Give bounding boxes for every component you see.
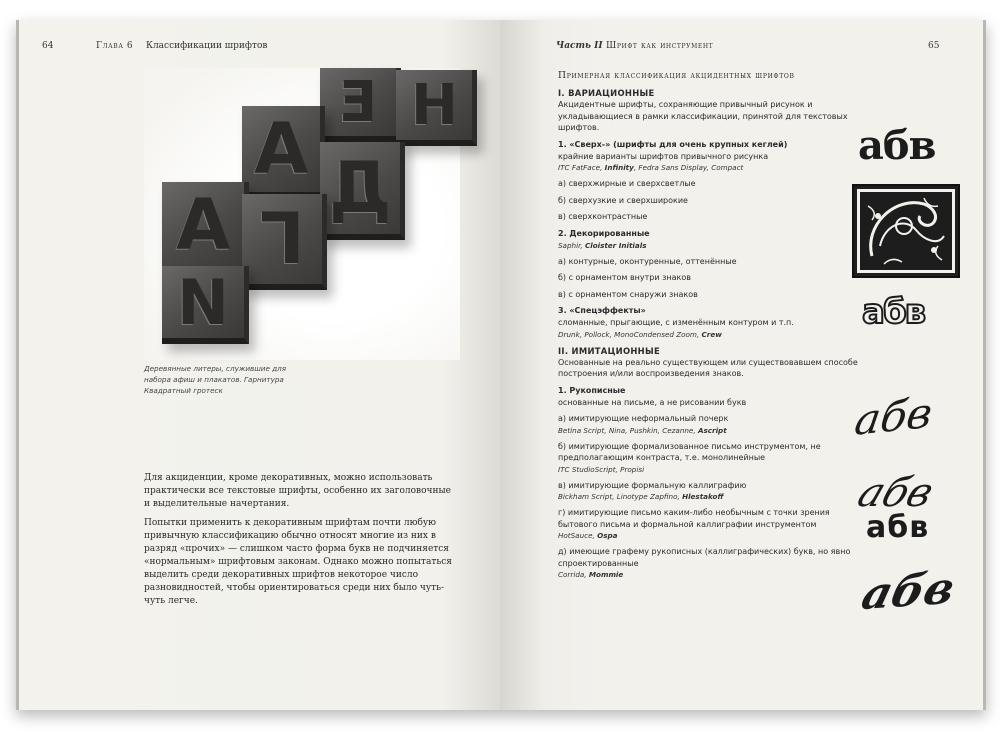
group-desc: сломанные, прыгающие, с изменённым контуром и т.п. (558, 318, 794, 327)
wood-block: И (162, 266, 249, 344)
specimen-hlestakoff: абв (851, 470, 940, 516)
font-examples: Saphir, Cloister Initials (558, 240, 647, 250)
list-item: б) имитирующие формализованное письмо инструментом, не предполагающим контраста, т.е. монолинейные (558, 441, 821, 462)
group-title: 2. Декорированные (558, 228, 650, 238)
font-examples: HotSauce, Ospa (558, 531, 618, 540)
wood-block: А (162, 182, 249, 274)
specimen-fatface: абв (858, 122, 936, 169)
font-examples: ITC StudioScript, Propisi (558, 464, 645, 474)
left-chapter: Глава 6 (96, 41, 134, 51)
group-title: 1. Рукописные (558, 385, 626, 395)
left-page (16, 20, 500, 710)
list-item: в) с орнаментом снаружи знаков (558, 289, 698, 299)
book-spread (16, 20, 986, 710)
ornament-initial-icon (854, 186, 958, 276)
left-page-number: 64 (42, 41, 54, 51)
list-item: б) с орнаментом внутри знаков (558, 273, 691, 282)
group-desc: основанные на письме, а не рисовании букв (558, 397, 747, 407)
photo-caption: Деревянные литеры, служившие для набора афиш и плакатов. Гарнитура Квадратный гротеск (144, 364, 287, 395)
font-examples: Bickham Script, Linotype Zapfino, Hlestakoff (558, 492, 724, 501)
section-desc: Основанные на реально существующем или существовавшем способе построения и/или воспроизведения знаков. (558, 357, 858, 378)
font-examples: Drunk, Pollock, MonoCondensed Zoom, Crew (558, 329, 722, 339)
list-item: в) сверхконтрастные (558, 212, 648, 221)
section-title: II. ИМИТАЦИОННЫЕ (558, 345, 660, 356)
specimen-ospa: абв (866, 510, 930, 545)
group-title: 3. «Спецэффекты» (558, 306, 646, 315)
section-desc: Акцидентные шрифты, сохраняющие привычный рисунок и укладывающиеся в рамки классификации, принятой для текстовых шрифтов. (558, 100, 848, 132)
list-item: а) контурные, оконтуренные, оттенённые (558, 256, 737, 266)
classification-heading: Примерная классификация акцидентных шрифтов (558, 70, 795, 81)
list-item: в) имитирующие формальную каллиграфию (558, 480, 747, 490)
body-paragraph: Попытки применить к декоративным шрифтам почти любую привычную классификацию обычно относят многие из них в разряд «прочих» — слишком часто форма букв не подчиняется «нормальным» шрифтовым законам. Однако можно попытаться выделить среди декоративных шрифтов некоторое число разновидностей, чтобы ориентироваться среди них было чуть-чуть легче. (144, 518, 452, 606)
group-title: 1. «Сверх-» (шрифты для очень крупных кеглей) (558, 139, 788, 149)
wood-type-photo (144, 68, 460, 360)
list-item: г) имитирующие письмо каким-либо необычным с точки зрения бытового письма и формальной каллиграфии инструментом (558, 508, 830, 529)
list-item: а) имитирующие неформальный почерк (558, 414, 729, 423)
body-paragraph: Для акциденции, кроме декоративных, можно использовать практически все текстовые шрифты, особенно их заголовочные и выделительные начертания. (144, 473, 451, 509)
specimen-crew: абв (862, 292, 925, 332)
list-item: а) сверхжирные и сверхсветлые (558, 179, 696, 188)
font-examples: Corrida, Mommie (558, 570, 624, 579)
specimen-mommie: абв (856, 562, 961, 621)
wood-block: Н (396, 70, 477, 146)
wood-block: Е (320, 68, 401, 142)
left-chapter-title: Классификации шрифтов (146, 41, 268, 51)
wood-block: А (242, 106, 325, 198)
list-item: б) сверхузкие и сверхширокие (558, 195, 688, 205)
font-examples: Betina Script, Nina, Pushkin, Cezanne, Ascript (558, 425, 727, 435)
specimen-ascript: абв (851, 388, 936, 445)
font-examples: ITC FatFace, Infinity, Fedra Sans Display, Compact (558, 163, 744, 172)
right-part: Часть II (556, 41, 603, 51)
classification-list (558, 70, 868, 580)
wood-block: Г (242, 194, 327, 290)
specimen-cloister-initial (852, 184, 960, 278)
right-page-number: 65 (928, 41, 940, 51)
left-body-text (144, 472, 456, 614)
right-part-title: Шрифт как инструмент (606, 41, 714, 51)
list-item: д) имеющие графему рукописных (каллиграфических) букв, но явно спроектированные (558, 547, 851, 568)
section-title: I. ВАРИАЦИОННЫЕ (558, 88, 655, 98)
group-desc: крайние варианты шрифтов привычного рисунка (558, 151, 769, 161)
wood-block: Д (320, 142, 405, 240)
